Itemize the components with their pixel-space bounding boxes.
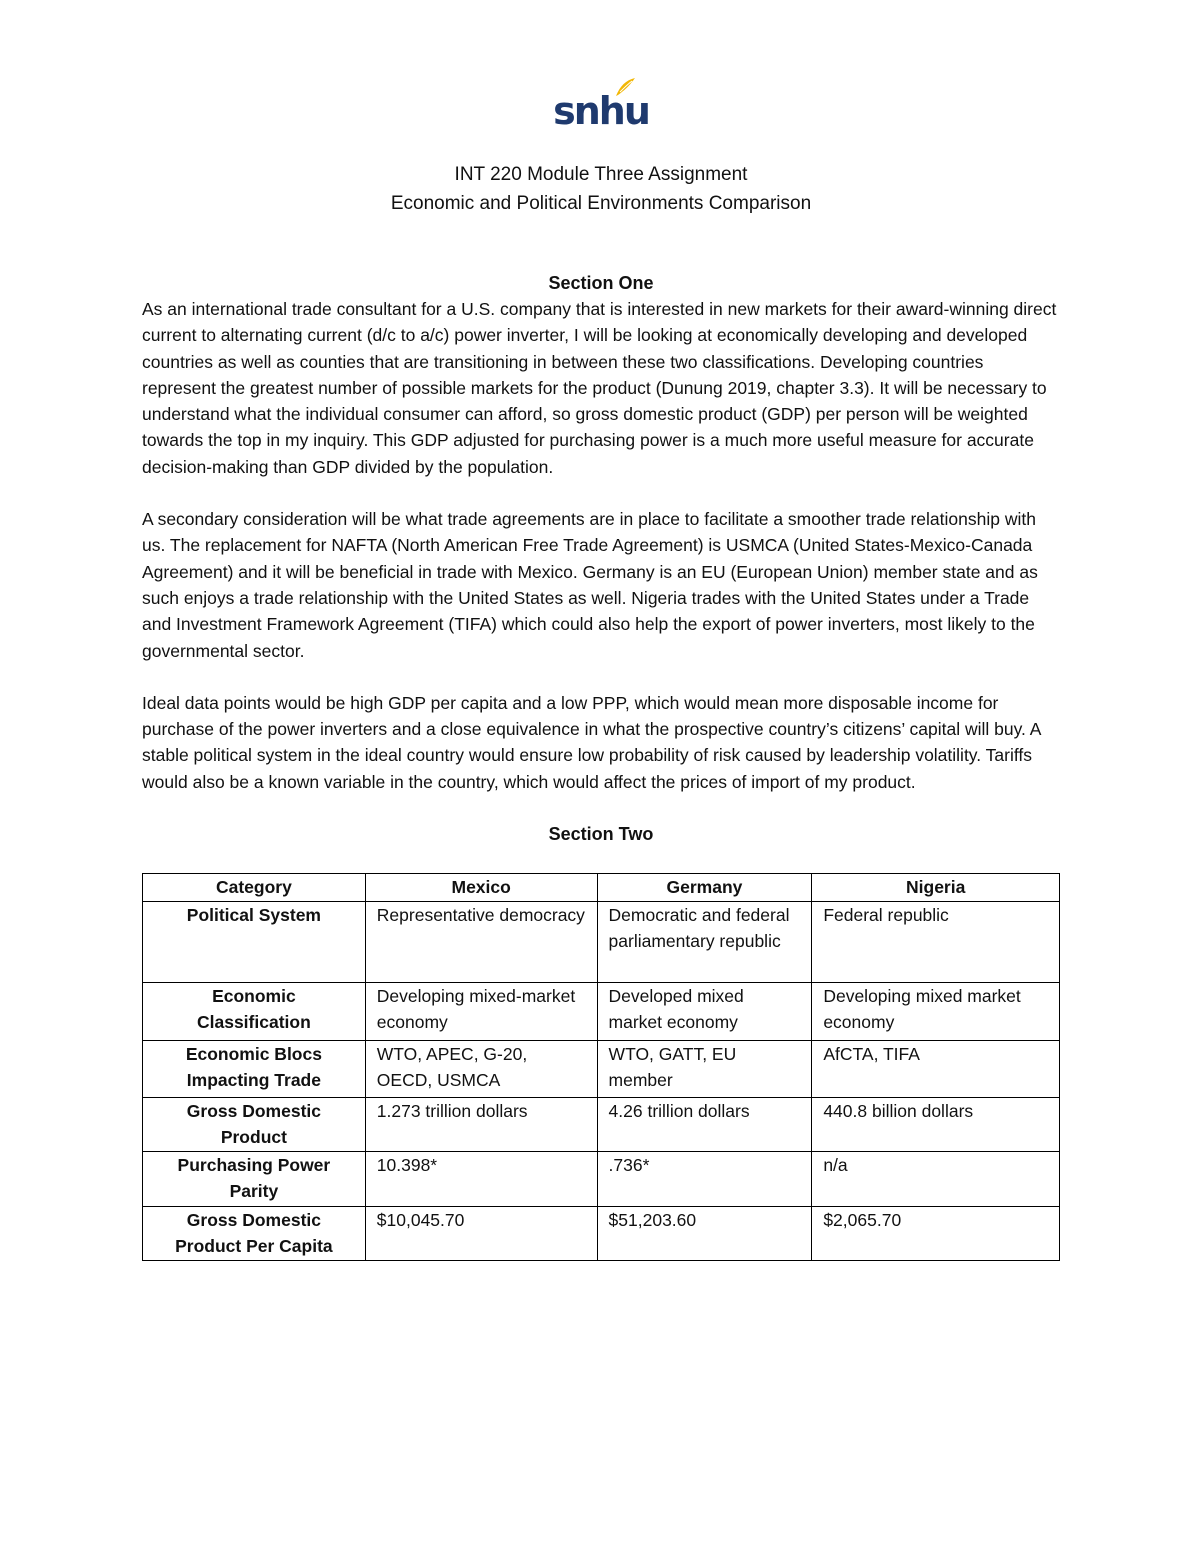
cell-germany: Developed mixed market economy <box>597 982 812 1040</box>
cell-germany: .736* <box>597 1151 812 1206</box>
cell-germany: 4.26 trillion dollars <box>597 1097 812 1151</box>
header-nigeria: Nigeria <box>812 874 1060 902</box>
cell-nigeria: n/a <box>812 1151 1060 1206</box>
table-row <box>143 1206 1060 1260</box>
cell-mexico: Representative democracy <box>365 901 597 982</box>
cell-mexico: 1.273 trillion dollars <box>365 1097 597 1151</box>
cell-mexico: $10,045.70 <box>365 1206 597 1260</box>
row-category: Political System <box>143 901 366 982</box>
cell-nigeria: Developing mixed market economy <box>812 982 1060 1040</box>
section-one-heading: Section One <box>548 273 654 293</box>
paragraph-1: As an international trade consultant for a U.S. company that is interested in new markets for their award-winning direct current to alternating current (d/c to a/c) power inverter, I will be looking at economically developing and developed countries as well as counties that are transitioning in between these two classifications. Developing countries represent the greatest number of possible markets for the product (Dunung 2019, chapter 3.3). It will be necessary to understand what the individual consumer can afford, so gross domestic product (GDP) per person will be weighted towards the top in my inquiry. This GDP adjusted for purchasing power is a much more useful measure for accurate decision-making than GDP divided by the population. <box>142 299 1057 477</box>
header-category: Category <box>143 874 366 902</box>
cell-nigeria: Federal republic <box>812 901 1060 982</box>
cell-mexico: Developing mixed-market economy <box>365 982 597 1040</box>
cell-nigeria: 440.8 billion dollars <box>812 1097 1060 1151</box>
table-row <box>143 1097 1060 1151</box>
table-header-row <box>143 874 1060 902</box>
paragraph-3: Ideal data points would be high GDP per capita and a low PPP, which would mean more disposable income for purchase of the power inverters and a close equivalence in what the prospective country’s citizens’ capital will buy. A stable political system in the ideal country would ensure low probability of risk caused by leadership volatility. Tariffs would also be a known variable in the country, which would affect the prices of import of my product. <box>142 692 1041 792</box>
cell-mexico: 10.398* <box>365 1151 597 1206</box>
table-row <box>143 901 1060 982</box>
paragraph-2: A secondary consideration will be what trade agreements are in place to facilitate a smoother trade relationship with us. The replacement for NAFTA (North American Free Trade Agreement) is USMCA (United States-Mexico-Canada Agreement) and it will be beneficial in trade with Mexico. Germany is an EU (European Union) member state and as such enjoys a trade relationship with the United States as well. Nigeria trades with the United States under a Trade and Investment Framework Agreement (TIFA) which could also help the export of power inverters, most likely to the governmental sector. <box>142 509 1038 661</box>
row-category: Economic Classification <box>143 982 366 1040</box>
document-page <box>142 70 1060 1261</box>
logo-text: snhu <box>553 89 649 133</box>
row-category: Gross Domestic Product Per Capita <box>143 1206 366 1260</box>
title-line-2: Economic and Political Environments Comparison <box>390 193 812 214</box>
row-category: Gross Domestic Product <box>143 1097 366 1151</box>
document-title <box>142 160 1060 218</box>
header-germany: Germany <box>597 874 812 902</box>
row-category: Economic Blocs Impacting Trade <box>143 1040 366 1097</box>
row-category: Purchasing Power Parity <box>143 1151 366 1206</box>
cell-mexico: WTO, APEC, G-20, OECD, USMCA <box>365 1040 597 1097</box>
cell-germany: WTO, GATT, EU member <box>597 1040 812 1097</box>
cell-germany: $51,203.60 <box>597 1206 812 1260</box>
cell-germany: Democratic and federal parliamentary republic <box>597 901 812 982</box>
title-line-1: INT 220 Module Three Assignment <box>454 164 748 185</box>
table-row <box>143 1040 1060 1097</box>
snhu-logo <box>142 70 1060 136</box>
cell-nigeria: AfCTA, TIFA <box>812 1040 1060 1097</box>
header-mexico: Mexico <box>365 874 597 902</box>
comparison-table <box>142 873 1060 1261</box>
cell-nigeria: $2,065.70 <box>812 1206 1060 1260</box>
section-two-heading: Section Two <box>548 824 654 845</box>
table-row <box>143 982 1060 1040</box>
table-row <box>143 1151 1060 1206</box>
